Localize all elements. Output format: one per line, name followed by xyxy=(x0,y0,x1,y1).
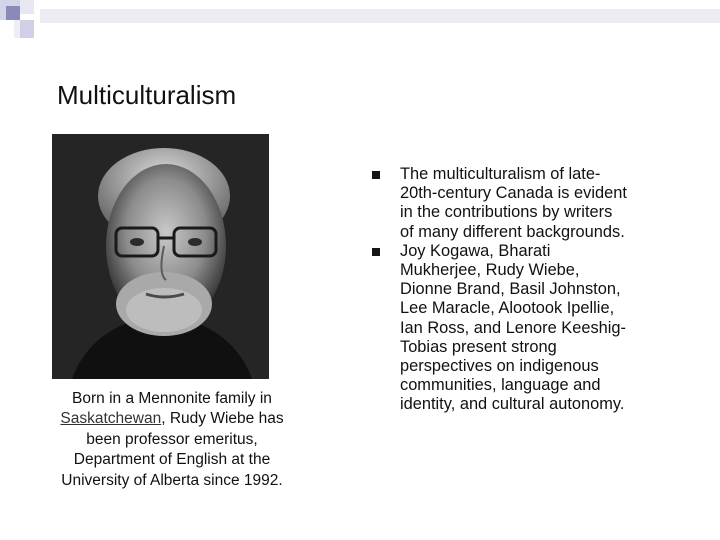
bullet-line: Dionne Brand, Basil Johnston, xyxy=(400,280,621,299)
bullet-line: communities, language and xyxy=(400,376,601,395)
square-bullet-icon xyxy=(372,248,380,256)
bullet-line: Ian Ross, and Lenore Keeshig- xyxy=(400,318,626,337)
bullet-line: identity, and cultural autonomy. xyxy=(400,395,625,414)
caption-line: Department of English at the xyxy=(73,451,271,469)
caption-line: University of Alberta since 1992. xyxy=(61,471,283,489)
bullet-line: Tobias present strong xyxy=(400,337,557,356)
photo-caption xyxy=(40,389,304,491)
slide-title: Multiculturalism xyxy=(57,80,237,110)
bullet-line: Joy Kogawa, Bharati xyxy=(400,241,551,260)
caption-line: Born in a Mennonite family in xyxy=(72,390,272,407)
author-photo xyxy=(52,134,269,379)
corner-square xyxy=(20,0,34,14)
caption-text: , Rudy Wiebe has xyxy=(161,410,284,428)
square-bullet-icon xyxy=(372,171,380,179)
bullet-item xyxy=(372,242,692,415)
caption-line: been professor emeritus, xyxy=(86,430,258,448)
bullet-line: perspectives on indigenous xyxy=(400,357,599,376)
caption-line xyxy=(40,409,304,429)
bullet-line: Lee Maracle, Alootook Ipellie, xyxy=(400,299,615,318)
saskatchewan-link[interactable]: Saskatchewan xyxy=(60,410,162,428)
bullet-line: of many different backgrounds. xyxy=(400,222,625,241)
bullet-line: 20th-century Canada is evident xyxy=(400,184,627,203)
bullet-list xyxy=(372,165,692,415)
bullet-line: The multiculturalism of late- xyxy=(400,165,601,183)
bullet-line: in the contributions by writers xyxy=(400,203,613,222)
bullet-item xyxy=(372,165,692,242)
portrait-image xyxy=(52,134,269,379)
top-band xyxy=(40,9,720,23)
corner-square xyxy=(6,6,20,20)
corner-square xyxy=(20,20,34,38)
bullet-line: Mukherjee, Rudy Wiebe, xyxy=(400,261,580,280)
